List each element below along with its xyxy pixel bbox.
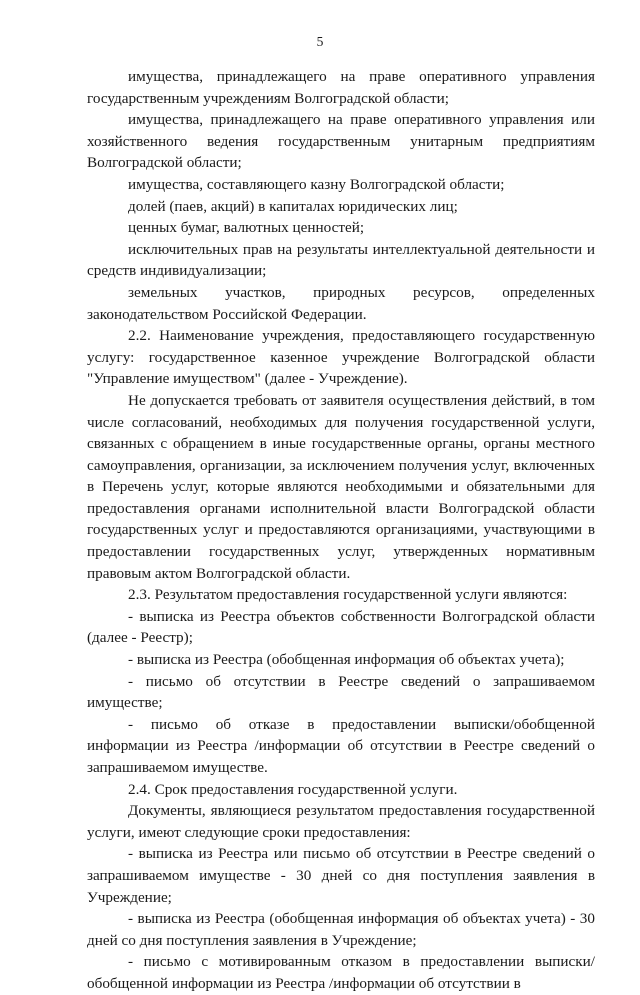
paragraph-section-2-2: 2.2. Наименование учреждения, предоставляющего государственную услугу: государственное казенное учреждение Волгоградской области "Управление имуществом" (далее - Учреждение). xyxy=(87,327,595,388)
list-item-registry-extract: - выписка из Реестра объектов собственности Волгоградской области (далее - Реестр); xyxy=(87,607,595,647)
list-item-summary-extract: - выписка из Реестра (обобщенная информация об объектах учета); xyxy=(128,651,565,669)
document-body xyxy=(87,66,595,995)
paragraph-securities: ценных бумаг, валютных ценностей; xyxy=(128,219,365,237)
paragraph-treasury-property: имущества, составляющего казну Волгоградской области; xyxy=(128,175,505,193)
paragraph-prohibition: Не допускается требовать от заявителя осуществления действий, в том числе согласований, необходимых для получения государственной услуги, связанных с обращением в иные государственные органы, органы местного самоуправления, организации, за исключением получения услуг, включенных в Перечень услуг, которые являются необходимыми и обязательными для предоставления органами исполнительной власти Волгоградской области государственных услуг и предоставляются организациями, участвующими в предоставлении государственных услуг, утвержденных нормативным правовым актом Волгоградской области. xyxy=(87,391,595,582)
paragraph-section-2-4: 2.4. Срок предоставления государственной услуги. xyxy=(128,780,458,798)
page-number: 5 xyxy=(316,34,324,49)
paragraph-exclusive-rights: исключительных прав на результаты интеллектуальной деятельности и средств индивидуализации; xyxy=(87,240,595,280)
paragraph-section-2-3: 2.3. Результатом предоставления государственной услуги являются: xyxy=(128,586,568,604)
paragraph-property-unitary-enterprises: имущества, принадлежащего на праве оперативного управления или хозяйственного ведения государственным унитарным предприятиям Волгоградской области; xyxy=(87,111,595,172)
paragraph-deadlines-intro: Документы, являющиеся результатом предоставления государственной услуги, имеют следующие сроки предоставления: xyxy=(87,802,595,841)
list-item-refusal-letter: - письмо об отказе в предоставлении выписки/обобщенной информации из Реестра /информации об отсутствии в Реестре сведений о запрашиваемом имуществе. xyxy=(87,715,595,776)
paragraph-land-plots: земельных участков, природных ресурсов, определенных законодательством Российской Федерации. xyxy=(87,283,595,323)
list-item-absence-letter: - письмо об отсутствии в Реестре сведений о запрашиваемом имуществе; xyxy=(87,672,595,712)
paragraph-shares-in-capital: долей (паев, акций) в капиталах юридических лиц; xyxy=(128,197,458,215)
list-item-deadline-summary: - выписка из Реестра (обобщенная информация об объектах учета) - 30 дней со дня поступления заявления в Учреждение; xyxy=(87,910,595,949)
paragraph-property-operational-institutions: имущества, принадлежащего на праве оперативного управления государственным учреждениям Волгоградской области; xyxy=(87,68,595,107)
list-item-deadline-extract-or-letter: - выписка из Реестра или письмо об отсутствии в Реестре сведений о запрашиваемом имуществе - 30 дней со дня поступления заявления в Учреждение; xyxy=(87,845,595,906)
list-item-deadline-refusal: - письмо с мотивированным отказом в предоставлении выписки/обобщенной информации из Реестра /информации об отсутствии в xyxy=(87,953,595,992)
